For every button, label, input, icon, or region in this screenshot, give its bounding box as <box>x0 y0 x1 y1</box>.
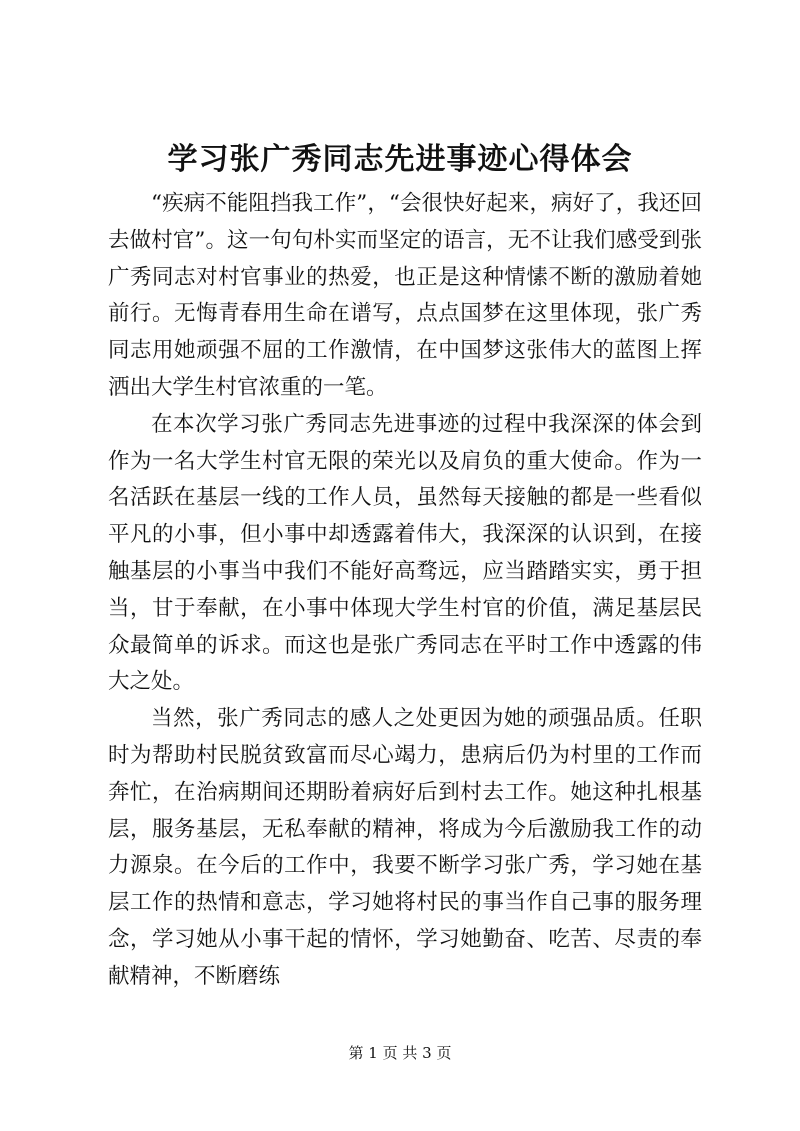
paragraph-1: “疾病不能阻挡我工作”，“会很快好起来，病好了，我还回去做村官”。这一句句朴实而坚定的语言，无不让我们感受到张广秀同志对村官事业的热爱，也正是这种情愫不断的激励着她前行。无悔青春用生命在谱写，点点国梦在这里体现，张广秀同志用她顽强不屈的工作激情，在中国梦这张伟大的蓝图上挥洒出大学生村官浓重的一笔。 <box>108 191 702 400</box>
paragraph-2: 在本次学习张广秀同志先进事迹的过程中我深深的体会到作为一名大学生村官无限的荣光以及肩负的重大使命。作为一名活跃在基层一线的工作人员，虽然每天接触的都是一些看似平凡的小事，但小事中却透露着伟大，我深深的认识到，在接触基层的小事当中我们不能好高骛远，应当踏踏实实，勇于担当，甘于奉献，在小事中体现大学生村官的价值，满足基层民众最简单的诉求。而这也是张广秀同志在平时工作中透露的伟大之处。 <box>108 411 702 695</box>
page-number-footer: 第 1 页 共 3 页 <box>348 1044 452 1062</box>
paragraph-3: 当然，张广秀同志的感人之处更因为她的顽强品质。任职时为帮助村民脱贫致富而尽心竭力，患病后仍为村里的工作而奔忙，在治病期间还期盼着病好后到村去工作。她这种扎根基层，服务基层，无私奉献的精神，将成为今后激励我工作的动力源泉。在今后的工作中，我要不断学习张广秀，学习她在基层工作的热情和意志，学习她将村民的事当作自己事的服务理念，学习她从小事干起的情怀，学习她勤奋、吃苦、尽责的奉献精神，不断磨练 <box>108 706 702 989</box>
document-title: 学习张广秀同志先进事迹心得体会 <box>167 142 633 177</box>
document-body <box>108 186 702 996</box>
